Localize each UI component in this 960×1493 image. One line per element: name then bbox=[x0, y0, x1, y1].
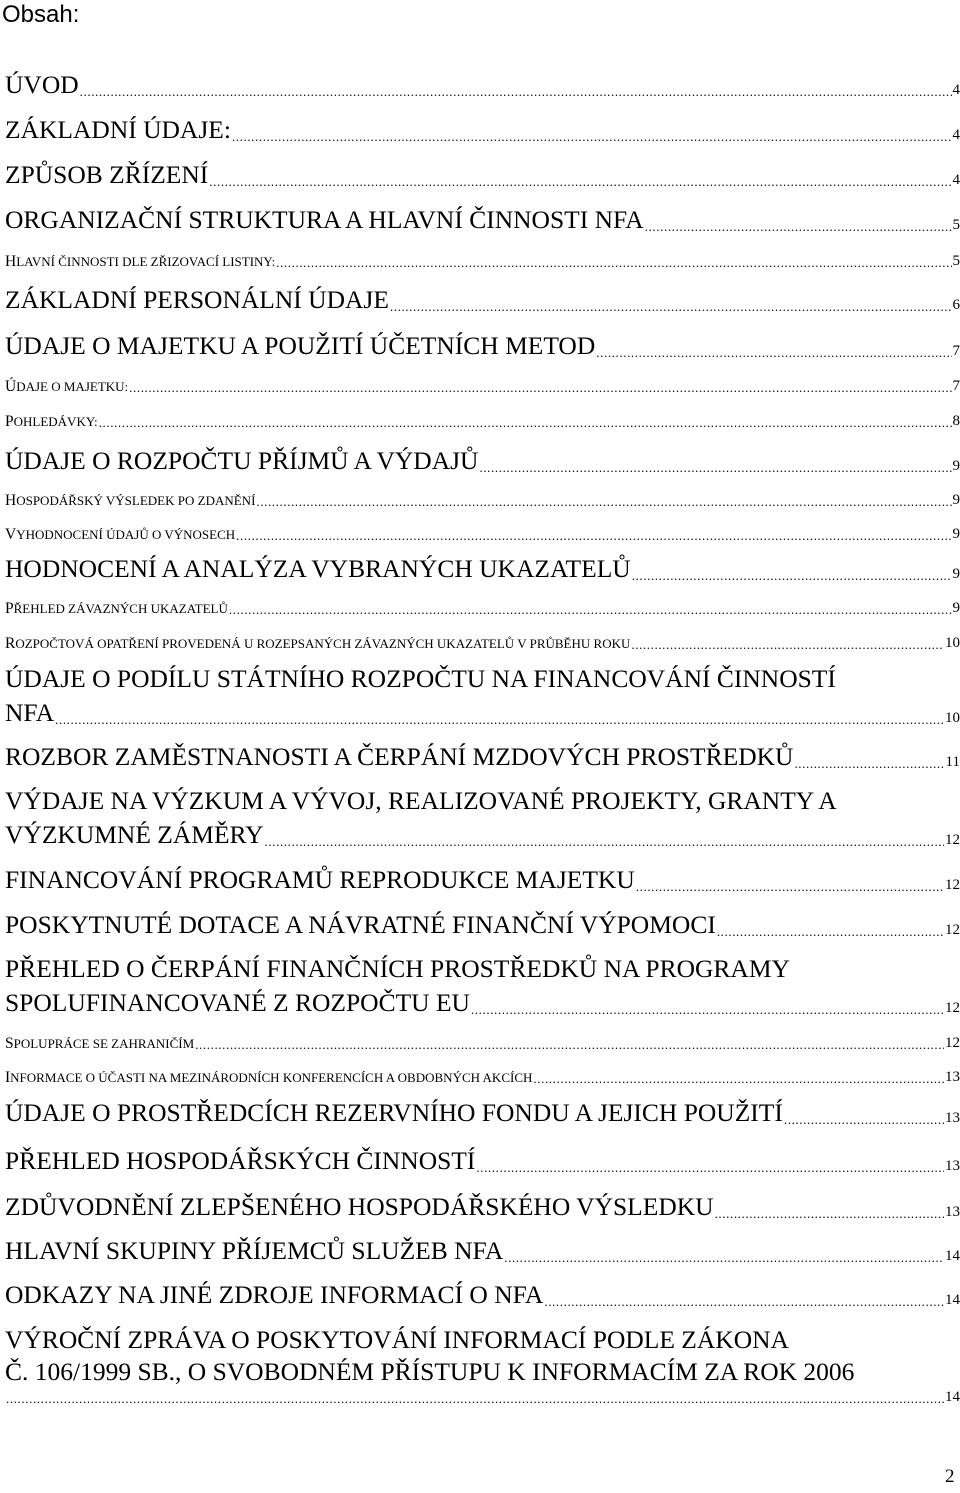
toc-subentry-title bbox=[5, 415, 98, 429]
toc-entry-title: HLAVNÍ SKUPINY PŘÍJEMCŮ SLUŽEB NFA bbox=[5, 1236, 504, 1265]
dot-leader bbox=[544, 1295, 944, 1308]
toc-entry-title: PŘEHLED HOSPODÁŘSKÝCH ČINNOSTÍ bbox=[5, 1146, 476, 1175]
toc-entry[interactable] bbox=[5, 333, 960, 359]
toc-page-number: 12 bbox=[945, 832, 960, 848]
dot-leader bbox=[195, 1038, 944, 1051]
toc-subentry[interactable] bbox=[5, 493, 960, 508]
toc-subentry-title bbox=[5, 602, 228, 616]
toc-page-number: 6 bbox=[952, 297, 960, 313]
title-initial: S bbox=[5, 1035, 14, 1052]
toc-entry[interactable] bbox=[5, 912, 960, 938]
toc-page-number: 7 bbox=[952, 378, 960, 394]
toc-page-number: 13 bbox=[945, 1204, 960, 1220]
toc-page-number: 9 bbox=[952, 600, 960, 616]
toc-entry-title: ROZBOR ZAMĚSTNANOSTI A ČERPÁNÍ MZDOVÝCH PROSTŘEDKŮ bbox=[5, 742, 794, 771]
toc-entry-first-line: ÚDAJE O PODÍLU STÁTNÍHO ROZPOČTU NA FINANCOVÁNÍ ČINNOSTÍ bbox=[5, 664, 836, 693]
toc-page-number: 10 bbox=[945, 635, 960, 651]
dot-leader bbox=[55, 713, 944, 726]
dot-leader bbox=[232, 130, 952, 143]
title-initial: P bbox=[5, 413, 14, 430]
toc-entry-title: ZPŮSOB ZŘÍZENÍ bbox=[5, 160, 209, 189]
toc-page-number: 5 bbox=[952, 253, 960, 269]
page-number: 2 bbox=[945, 1466, 955, 1487]
toc-page-number: 14 bbox=[945, 1389, 960, 1405]
toc-page-number: 5 bbox=[952, 217, 960, 233]
toc-page-number: 14 bbox=[945, 1248, 960, 1264]
toc-page-number: 12 bbox=[945, 1000, 960, 1016]
title-initial: H bbox=[5, 253, 17, 270]
dot-leader bbox=[533, 1072, 944, 1085]
toc-entry-title: ZÁKLADNÍ ÚDAJE: bbox=[5, 115, 231, 144]
toc-entry[interactable] bbox=[5, 556, 960, 582]
toc-entry[interactable] bbox=[5, 1282, 960, 1308]
toc-subentry-title bbox=[5, 528, 235, 542]
toc-entry[interactable] bbox=[5, 207, 960, 233]
dot-leader bbox=[229, 603, 952, 616]
title-initial: I bbox=[5, 1069, 11, 1086]
toc-page-number: 9 bbox=[952, 458, 960, 474]
title-rest: LAVNÍ ČINNOSTI DLE ZŘIZOVACÍ LISTINY: bbox=[16, 254, 276, 269]
dot-leader bbox=[504, 1251, 944, 1264]
dot-leader bbox=[631, 638, 944, 651]
dot-leader bbox=[390, 300, 952, 313]
toc-subentry-title bbox=[5, 1037, 194, 1051]
toc-subentry[interactable] bbox=[5, 254, 960, 269]
title-rest: OZPOČTOVÁ OPATŘENÍ PROVEDENÁ U ROZEPSANÝCH ZÁVAZNÝCH UKAZATELŮ V PRŮBĚHU ROKU bbox=[15, 636, 631, 651]
toc-subentry[interactable] bbox=[5, 1070, 960, 1085]
toc-page-number: 13 bbox=[945, 1158, 960, 1174]
toc-entry[interactable] bbox=[5, 1238, 960, 1264]
toc-page-number: 4 bbox=[952, 172, 960, 188]
title-initial: V bbox=[5, 526, 17, 543]
title-initial: R bbox=[5, 635, 16, 652]
title-initial: H bbox=[5, 492, 17, 509]
dot-leader bbox=[636, 880, 944, 893]
toc-page-number: 4 bbox=[952, 127, 960, 143]
toc-entry-first-line: VÝDAJE NA VÝZKUM A VÝVOJ, REALIZOVANÉ PROJEKTY, GRANTY A bbox=[5, 786, 837, 815]
dot-leader bbox=[99, 416, 952, 429]
toc-page-number: 13 bbox=[945, 1110, 960, 1126]
toc-subentry[interactable] bbox=[5, 379, 960, 394]
toc-entry[interactable] bbox=[5, 1390, 960, 1405]
title-rest: OHLEDÁVKY: bbox=[13, 414, 98, 429]
toc-subentry[interactable] bbox=[5, 601, 960, 616]
toc-entry[interactable] bbox=[5, 700, 960, 726]
toc-entry[interactable] bbox=[5, 1148, 960, 1174]
toc-page-number: 9 bbox=[952, 526, 960, 542]
toc-subentry-title bbox=[5, 380, 128, 394]
toc-page-number: 12 bbox=[945, 922, 960, 938]
toc-entry-title: SPOLUFINANCOVANÉ Z ROZPOČTU EU bbox=[5, 988, 470, 1017]
dot-leader bbox=[596, 346, 951, 359]
toc-page-number: 11 bbox=[945, 754, 960, 770]
dot-leader bbox=[276, 256, 951, 269]
title-initial: Ú bbox=[5, 378, 17, 395]
dot-leader bbox=[632, 569, 952, 582]
toc-page-number: 14 bbox=[945, 1292, 960, 1308]
toc-page-number: 8 bbox=[952, 413, 960, 429]
toc-entry-title: ODKAZY NA JINÉ ZDROJE INFORMACÍ O NFA bbox=[5, 1280, 544, 1309]
dot-leader bbox=[6, 1392, 944, 1405]
toc-entry-title: POSKYTNUTÉ DOTACE A NÁVRATNÉ FINANČNÍ VÝPOMOCI bbox=[5, 910, 716, 939]
toc-entry[interactable] bbox=[5, 448, 960, 474]
toc-entry-title: ÚVOD bbox=[5, 70, 79, 99]
title-rest: OSPODÁŘSKÝ VÝSLEDEK PO ZDANĚNÍ bbox=[16, 493, 256, 508]
dot-leader bbox=[236, 529, 951, 542]
dot-leader bbox=[265, 835, 944, 848]
dot-leader bbox=[784, 1113, 944, 1126]
toc-entry[interactable] bbox=[5, 117, 960, 143]
toc-entry-title: ORGANIZAČNÍ STRUKTURA A HLAVNÍ ČINNOSTI NFA bbox=[5, 205, 644, 234]
toc-subentry-title bbox=[5, 637, 630, 651]
toc-entry-title: ZÁKLADNÍ PERSONÁLNÍ ÚDAJE bbox=[5, 285, 389, 314]
dot-leader bbox=[476, 1161, 944, 1174]
toc-entry[interactable] bbox=[5, 822, 960, 848]
toc-entry-title: FINANCOVÁNÍ PROGRAMŮ REPRODUKCE MAJETKU bbox=[5, 865, 635, 894]
dot-leader bbox=[129, 381, 951, 394]
dot-leader bbox=[209, 175, 951, 188]
toc-entry[interactable] bbox=[5, 867, 960, 893]
toc-subentry-title bbox=[5, 255, 275, 269]
toc-subentry[interactable] bbox=[5, 1036, 960, 1051]
dot-leader bbox=[715, 1207, 944, 1220]
toc-entry-title: VÝZKUMNÉ ZÁMĚRY bbox=[5, 820, 264, 849]
toc-entry[interactable] bbox=[5, 287, 960, 313]
dot-leader bbox=[479, 461, 951, 474]
toc-entry-title: ZDŮVODNĚNÍ ZLEPŠENÉHO HOSPODÁŘSKÉHO VÝSLEDKU bbox=[5, 1192, 714, 1221]
toc-subentry-title bbox=[5, 494, 255, 508]
dot-leader bbox=[794, 757, 944, 770]
toc-subentry[interactable] bbox=[5, 527, 960, 542]
toc-page-number: 7 bbox=[952, 343, 960, 359]
dot-leader bbox=[717, 925, 944, 938]
toc-entry-first-line: VÝROČNÍ ZPRÁVA O POSKYTOVÁNÍ INFORMACÍ PODLE ZÁKONA bbox=[5, 1325, 789, 1354]
toc-entry-second-line: Č. 106/1999 SB., O SVOBODNÉM PŘÍSTUPU K INFORMACÍM ZA ROK 2006 bbox=[5, 1357, 855, 1386]
toc-entry-title: ÚDAJE O PROSTŘEDCÍCH REZERVNÍHO FONDU A JEJICH POUŽITÍ bbox=[5, 1098, 783, 1127]
dot-leader bbox=[256, 495, 951, 508]
toc-subentry[interactable] bbox=[5, 414, 960, 429]
title-rest: YHODNOCENÍ ÚDAJŮ O VÝNOSECH bbox=[16, 527, 236, 542]
title-initial: P bbox=[5, 600, 14, 617]
toc-entry[interactable] bbox=[5, 990, 960, 1016]
dot-leader bbox=[471, 1003, 944, 1016]
toc-entry[interactable] bbox=[5, 72, 960, 98]
toc-subentry-title bbox=[5, 1071, 532, 1085]
toc-entry-title: ÚDAJE O MAJETKU A POUŽITÍ ÚČETNÍCH METOD bbox=[5, 331, 596, 360]
toc-page-number: 10 bbox=[945, 710, 960, 726]
toc-entry[interactable] bbox=[5, 1100, 960, 1126]
toc-page-number: 12 bbox=[945, 1035, 960, 1051]
toc-entry-title: ÚDAJE O ROZPOČTU PŘÍJMŮ A VÝDAJŮ bbox=[5, 446, 479, 475]
toc-entry[interactable] bbox=[5, 162, 960, 188]
toc-entry-title: HODNOCENÍ A ANALÝZA VYBRANÝCH UKAZATELŮ bbox=[5, 554, 631, 583]
title-rest: DAJE O MAJETKU: bbox=[16, 379, 129, 394]
page-title: Obsah: bbox=[2, 1, 80, 28]
title-rest: NFORMACE O ÚČASTI NA MEZINÁRODNÍCH KONFERENCÍCH A OBDOBNÝCH AKCÍCH bbox=[10, 1070, 533, 1085]
toc-subentry[interactable] bbox=[5, 636, 960, 651]
toc-page-number: 4 bbox=[952, 82, 960, 98]
toc-entry[interactable] bbox=[5, 1194, 960, 1220]
toc-entry[interactable] bbox=[5, 744, 960, 770]
toc-entry-title: NFA bbox=[5, 698, 55, 727]
title-rest: POLUPRÁCE SE ZAHRANIČÍM bbox=[13, 1036, 195, 1051]
dot-leader bbox=[80, 85, 952, 98]
title-rest: ŘEHLED ZÁVAZNÝCH UKAZATELŮ bbox=[13, 601, 228, 616]
dot-leader bbox=[645, 220, 952, 233]
toc-page-number: 13 bbox=[945, 1069, 960, 1085]
toc-page-number: 9 bbox=[952, 566, 960, 582]
toc-page-number: 12 bbox=[945, 877, 960, 893]
toc-page-number: 9 bbox=[952, 492, 960, 508]
toc-entry-first-line: PŘEHLED O ČERPÁNÍ FINANČNÍCH PROSTŘEDKŮ NA PROGRAMY bbox=[5, 954, 790, 983]
